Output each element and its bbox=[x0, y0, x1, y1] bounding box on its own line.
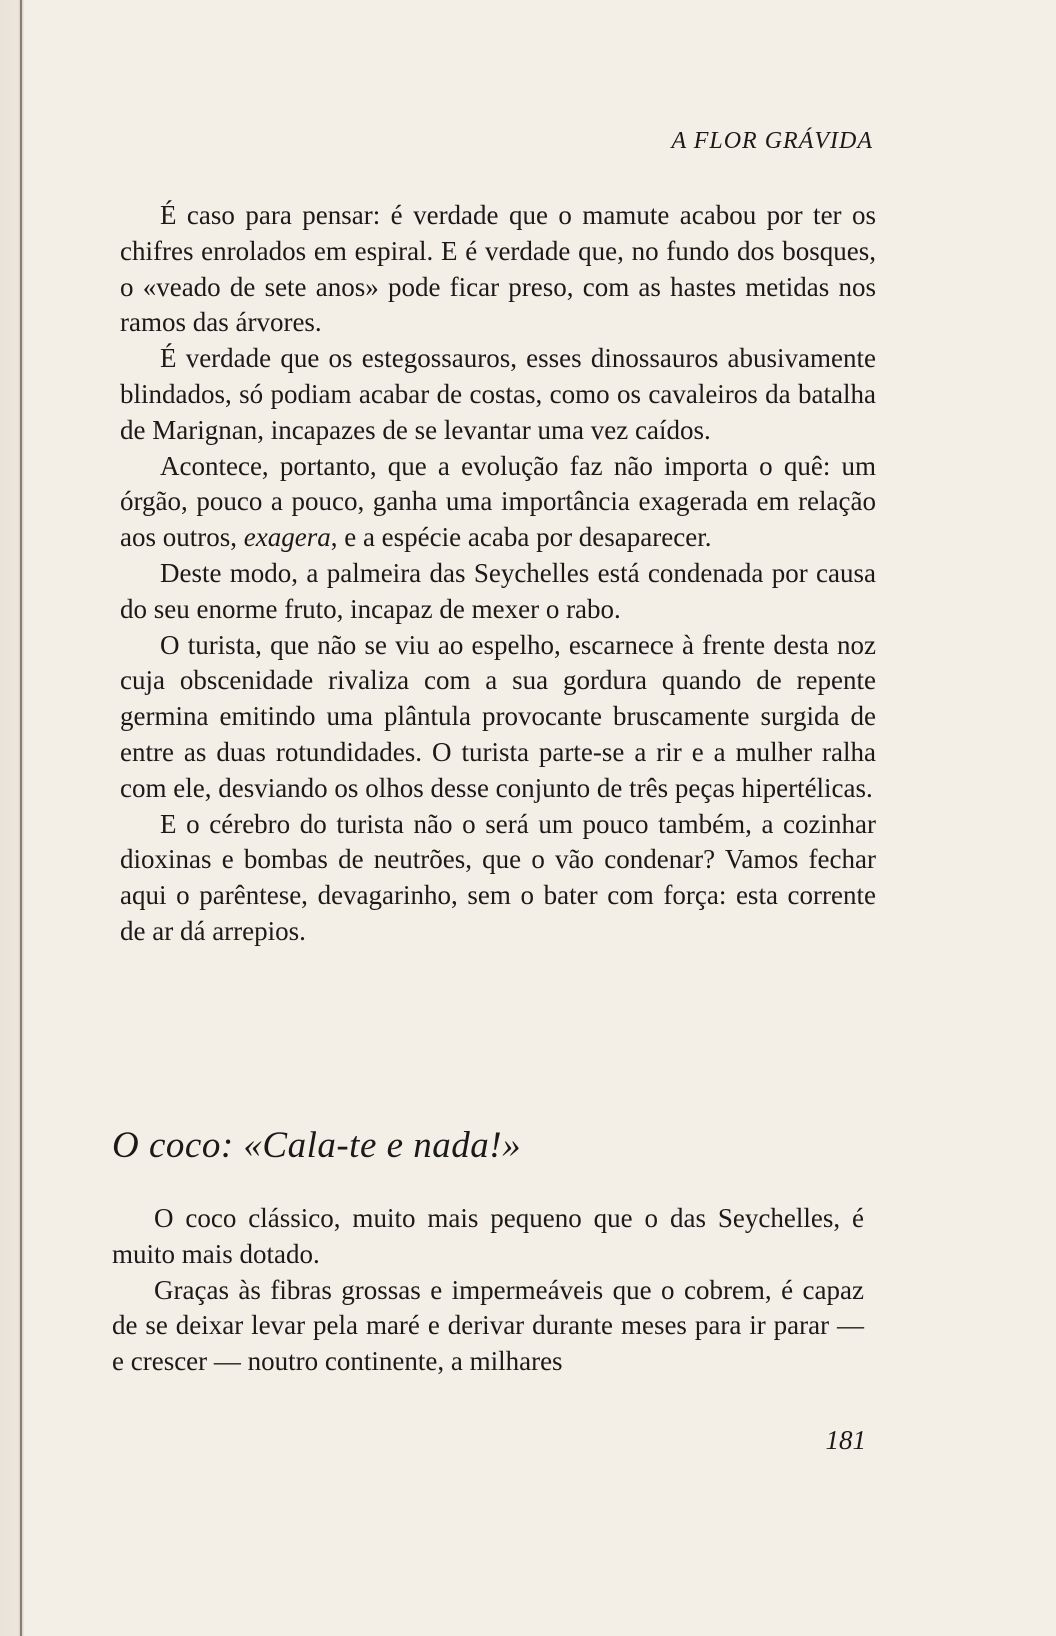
binding-line bbox=[20, 0, 22, 1636]
section-body bbox=[112, 1201, 864, 1380]
body-text bbox=[120, 198, 876, 950]
paragraph-3-end: , e a espécie acaba por desaparecer. bbox=[330, 522, 712, 553]
paragraph-3 bbox=[120, 449, 876, 556]
paragraph-6: E o cérebro do turista não o será um pouco também, a cozinhar dioxinas e bombas de neutrões, que o vão condenar? Vamos fechar aqui o parêntese, devagarinho, sem o bater com força: esta corrente de ar dá arrepios. bbox=[120, 808, 876, 946]
section-title: O coco: «Cala-te e nada!» bbox=[112, 1125, 522, 1166]
section-paragraph-2: Graças às fibras grossas e impermeáveis que o cobrem, é capaz de se deixar levar pela maré e derivar durante meses para ir parar — e crescer — noutro continente, a milhares bbox=[112, 1274, 864, 1377]
section-paragraph-1: O coco clássico, muito mais pequeno que o das Seychelles, é muito mais dotado. bbox=[112, 1203, 864, 1269]
paragraph-4: Deste modo, a palmeira das Seychelles está condenada por causa do seu enorme fruto, incapaz de mexer o rabo. bbox=[120, 557, 876, 624]
paragraph-3-start: Acontece, portanto, que a evolução faz não importa o quê: um órgão, pouco a pouco, ganha uma importância exagerada em relação aos outros, bbox=[120, 450, 876, 553]
running-head: A FLOR GRÁVIDA bbox=[671, 128, 873, 154]
page-number: 181 bbox=[825, 1425, 866, 1455]
paragraph-2: É verdade que os estegossauros, esses dinossauros abusivamente blindados, só podiam acabar de costas, como os cavaleiros da batalha de Marignan, incapazes de se levantar uma vez caídos. bbox=[120, 343, 876, 445]
paragraph-1: É caso para pensar: é verdade que o mamute acabou por ter os chifres enrolados em espiral. E é verdade que, no fundo dos bosques, o «veado de sete anos» pode ficar preso, com as hastes metidas nos ramos das árvores. bbox=[120, 200, 876, 338]
emphasis-exagera: exagera bbox=[243, 522, 331, 553]
paragraph-5: O turista, que não se viu ao espelho, escarnece à frente desta noz cuja obscenidade rivaliza com a sua gordura quando de repente germina emitindo uma plântula provocante bruscamente surgida de entre as duas rotundidades. O turista parte-se a rir e a mulher ralha com ele, desviando os olhos desse conjunto de três peças hipertélicas. bbox=[120, 629, 876, 803]
